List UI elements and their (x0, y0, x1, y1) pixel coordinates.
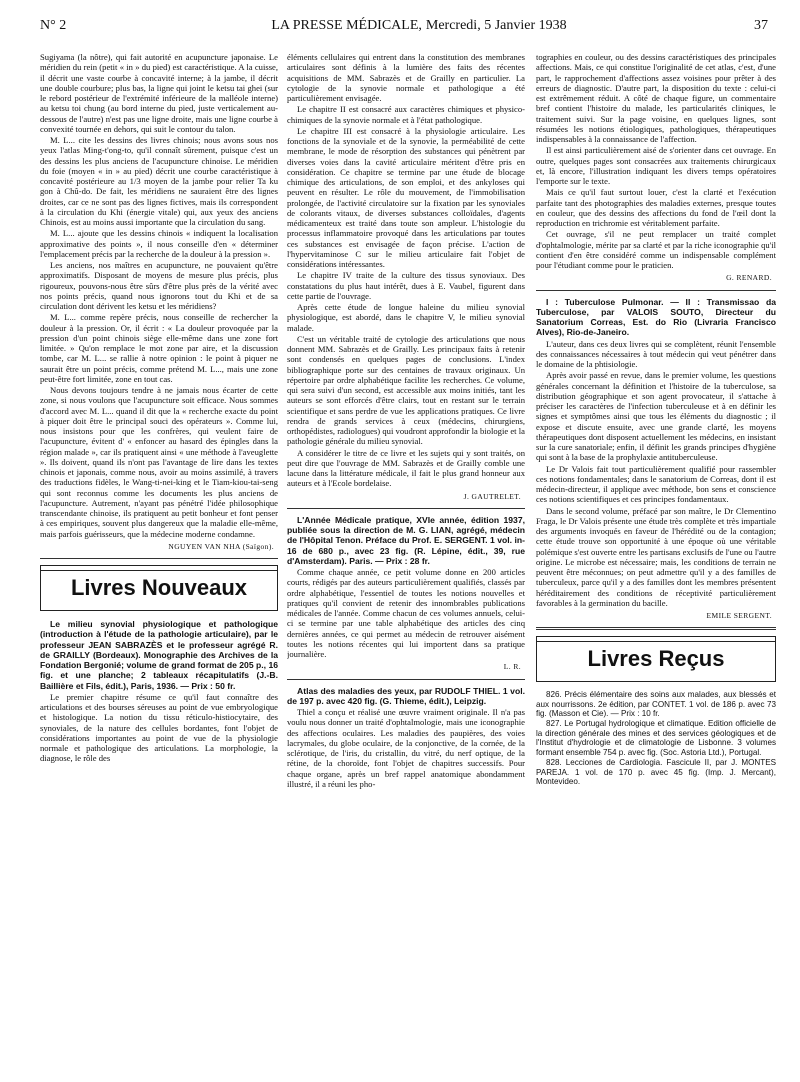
paragraph: Le chapitre III est consacré à la physiologie articulaire. Les fonctions de la synoviale et de la synovie, la perméabilité de cette membrane, le mode de résorption des substances qui pénètrent par diverses voies dans la cavité articulaire méritent d'être pris en considération. Ce chapitre se termine par une étude de blocage chimique des articulations, de son emploi, et des ankyloses qui peuvent en résulter. Le rôle du mouvement, de l'immobilisation prolongée, de l'activité circulatoire sur la fixation par les synoviales de colorants vitaux, de diverses substances colloïdales, d'agents médicamenteux est traité dans toute son ampleur. L'histologie du processus inflammatoire provoqué dans les articulations par toutes ces substances est envisagée de façon précise. L'action de l'hypervitaminose C sur le milieu articulaire fait l'objet de considérations intéressantes. (287, 125, 525, 269)
book-title: L'Année Médicale pratique, XVIe année, édition 1937, publiée sous la direction de M. G. LIAN, agrégé, médecin de l'Hôpital Tenon. Préface du Prof. E. SERGENT. 1 vol. in-16 de 680 p., avec 23 fig. (R. Lépine, édit., 39, rue d'Amsterdam). Paris. — Prix : 28 fr. (287, 514, 525, 566)
review-signature: EMILE SERGENT. (706, 611, 772, 620)
issue-number: N° 2 (40, 18, 67, 33)
paragraph: Après cette étude de longue haleine du milieu synovial physiologique, est abordé, dans le chapitre V, le milieu synovial malade. (287, 302, 525, 333)
book-title: Atlas des maladies des yeux, par RUDOLF THIEL. 1 vol. de 197 p. avec 420 fig. (G. Thieme, édit.), Leipzig. (287, 685, 525, 706)
paragraph: Le premier chapitre résume ce qu'il faut connaître des articulations et des bourses séreuses au point de vue embryologique et histologique. La notion du tissu réticulo-histiocytaire, des synoviales, de la nature des cellules bordantes, font l'objet de considérations importantes au point de vue de la physiologie normale et pathologique des articulations. La morphologie, la diagnose, le rôle des (40, 691, 278, 764)
journal-title-line (110, 18, 728, 34)
page-header (40, 18, 768, 40)
section-heading-livres-recus: Livres Reçus (536, 636, 776, 682)
divider (536, 627, 776, 630)
paragraph: M. L... cite les dessins des livres chinois; nous avons sous nos yeux l'atlas Ming-t'ong-to, qu'il connaît sûrement, puisque c'est un des dessins les plus anciens de l'acupuncture chinoise. Le méridien du foie (moyen « in » au pied) décrit une courbe caractéristique à concavité postérieure au 1/3 moyen de la jambe pour relier Ta ku gon à Chû-do. De fait, les méridiens ne sauraient être des lignes droites, car ce ne sont pas des lignes fictives, mais ils correspondent à la circulation du Khi (énergie vitale) qui, aux yeux des anciens Chinois, est au moins aussi importante que la circulation du sang. (40, 135, 278, 227)
paragraph: Le chapitre IV traite de la culture des tissus synoviaux. Des constatations du plus haut intérêt, dues à E. Vaubel, figurent dans cette partie de l'ouvrage. (287, 270, 525, 301)
paragraph: Il est ainsi particulièrement aisé de s'orienter dans cet ouvrage. En outre, quelques pages sont consacrées aux traitements chirurgicaux et, là encore, l'illustration indiquant les divers temps opératoires l'emporte sur le texte. (536, 145, 776, 186)
paragraph: Comme chaque année, ce petit volume donne en 200 articles courts, rédigés par des auteurs particulièrement qualifiés, classés par ordre alphabétique, l'essentiel de toutes les notions nouvelles et pratiques qu'il convient de retenir des innombrables publications médicales de l'année. Comme chacun de ces volumes annuels, celui-ci se termine par une table alphabétique des articles des cinq dernières années, ce qui permet au médecin de retrouver aisément toutes les notions récentes qui lui importent dans sa pratique journalière. (287, 567, 525, 659)
column-3 (536, 52, 776, 1072)
book-title: Le milieu synovial physiologique et pathologique (introduction à l'étude de la pathologie articulaire), par le professeur JEAN SABRAZÈS et le professeur agrégé R. de GRAILLY (Bordeaux). Monographie des Archives de la Fondation Bergonié; volume de grand format de 205 p., 16 fig. et une planche; 2 tableaux récapitulatifs (J.-B. Baillière et Fils, édit.), Paris, 1936. — Prix : 50 fr. (40, 619, 278, 691)
divider (536, 290, 776, 291)
paragraph: Dans le second volume, préfacé par son maître, le Dr Clementino Fraga, le Dr Valois présente une étude très complète et très impartiale des arguments invoqués en faveur de l'hérédité ou de la contagion; cette étude trouve son opportunité à une époque où une véritable polémique s'est ouverte entre les partisans exclusifs de l'une ou l'autre origine. Le microbe est nécessaire; mais, les conditions de terrain ne peuvent être méconnues; on peut admettre qu'il y a des familles de tuberculeux, parce qu'il y a des familles dont les membres présentent héréditairement des conditions de réceptivité particulièrement favorables à la germination du bacille. (536, 505, 776, 608)
received-book-entry: 827. Le Portugal hydrologique et climatique. Edition officielle de la direction générale des mines et des services géologiques et de l'Institut d'hydrologie et de climatologie de Lisbonne. 3 volumes formant ensemble 754 p. avec fig. (Soc. Astoria Ltd.), Portugal. (536, 719, 776, 757)
column-1 (40, 52, 278, 1072)
book-title: I : Tuberculose Pulmonar. — II : Transmissao da Tuberculose, par VALOIS SOUTO, Directeur du Sanatorium Correas, Est. do Rio (Livraria Francisco Alves), Rio-de-Janeiro. (536, 296, 776, 338)
received-book-entry: 826. Précis élémentaire des soins aux malades, aux blessés et aux nourrissons. 2e édition, par CONTET. 1 vol. de 186 p. avec 73 fig. (Masson et Cie). — Prix : 10 fr. (536, 690, 776, 719)
paragraph: Mais ce qu'il faut surtout louer, c'est la clarté et l'exécution parfaite tant des photographies des maladies externes, presque toutes en couleur, que des dessins des affections du fond de l'œil dont la reproduction en trichromie est véritablement parfaite. (536, 187, 776, 228)
paragraph: Le chapitre II est consacré aux caractères chimiques et physico-chimiques de la synovie normale et à l'état pathologique. (287, 104, 525, 125)
paragraph: L'auteur, dans ces deux livres qui se complètent, réunit l'ensemble des connaissances nécessaires à tout médecin qui veut pénétrer dans le domaine de la phtisiologie. (536, 338, 776, 369)
paragraph: Nous devons toujours tendre à ne jamais nous écarter de cette zone, si nous voulons que l'acupuncture soit efficace. Nous sommes d'accord avec M. L... quand il dit que la « recherche exacte du point à piquer doit être le principal souci des opérateurs ». Comme lui, nous insistons pour que les confrères, qui veulent faire de l'acupuncture, évitent d' « enfoncer au hasard des épingles dans la région malade », car ils pratiquent ainsi « une méthode à l'aveuglette ». Ils doivent, quand ils n'ont pas l'avantage de lire dans les textes chinois et japonais, comme nous, avoir au moins assimilé, à travers des traductions fidèles, le Wang-ti-nei-king et le Tiam-kiou-tai-seng qui sont reconnus comme les documents les plus anciens de l'acupuncture. Autrement, n'ayant pas pénétré l'idée philosophique transcendante chinoise, ils pratiquent au petit bonheur et font penser à ces empiriques, souvent plus dangereux que la maladie elle-même, mais parfois guérisseurs, que la médecine moderne condamne. (40, 385, 278, 539)
journal-name: LA PRESSE MÉDICALE, (271, 18, 422, 33)
paragraph: Sugiyama (la nôtre), qui fait autorité en acupuncture japonaise. Le méridien du rein (petit « in » du pied) est caractéristique. A la cuisse, il décrit une vaste courbe à concavité interne; à la jambe, il décrit une double courbure; plus bas, la ligne qui joint le ketsu tai ghei (sur le rebord postérieur de l'extrémité inférieure de la malléole interne) au ketsu toi chung (au bord interne du pied, juste verticalement au-dessous de l'autre) n'est pas une ligne droite, mais une ligne courbe à convexité tournée en dehors, qui suit le contour du talon. (40, 52, 278, 134)
received-book-entry: 828. Lecciones de Cardiologia. Fascicule II, par J. MONTES PAREJA. 1 vol. de 170 p. avec 45 fig. (Imp. J. Mercant), Montevideo. (536, 758, 776, 786)
paragraph: M. L... ajoute que les dessins chinois « indiquent la localisation approximative des points », il nous conseille d'en « déterminer l'emplacement précis par la recherche de la douleur à la pression ». (40, 228, 278, 259)
paragraph: Les anciens, nos maîtres en acupuncture, ne pouvaient qu'être approximatifs. Disposant de moyens de mesure plus précis, plus rigoureux, pouvons-nous être sûrs d'être plus près de la vérité avec nos points précis, quand nous ignorons tout du Khi et de sa circulation dont dérivent les ketsu et les méridiens? (40, 260, 278, 311)
paragraph: A considérer le titre de ce livre et les sujets qui y sont traités, on peut dire que l'ouvrage de MM. Sabrazès et de Grailly comble une lacune dans la littérature médicale, il fait le plus grand honneur aux auteurs et à l'Ecole bordelaise. (287, 447, 525, 489)
paragraph: M. L... comme repère précis, nous conseille de rechercher la douleur à la pression. Or, il écrit : « La douleur provoquée par la pression d'un point chinois siège elle-même dans une zone fort limitée. » Qu'on remplace le mot zone par aire, et la discussion tombe, car M. L... se rallie à notre opinion : le point à piquer ne saurait être un point précis, comme prétend M. L..., mais une zone peut-être fort limitée, zone en tout cas. (40, 312, 278, 384)
review-signature: G. RENARD. (726, 273, 772, 283)
page-number: 37 (754, 18, 768, 33)
paragraph: Thiel a conçu et réalisé une œuvre vraiment originale. Il n'a pas voulu nous donner un traité d'ophtalmologie, mais une iconographie des affections oculaires. Les maladies des paupières, des voies lacrymales, du globe oculaire, de la conjonctive, de la cornée, de la sclérotique, de l'iris, du cristallin, du vitré, du nerf optique, de la rétine, de la choroïde, font l'objet de chapitres successifs. Pour chaque organe, après un bref rappel anatomique abondamment illustré, il a réuni les pho- (287, 707, 525, 789)
paragraph: Cet ouvrage, s'il ne peut remplacer un traité complet d'ophtalmologie, mérite par sa clarté et par la riche iconographie qu'il contient d'en être considéré comme un indispensable complément pour l'étudiant comme pour le praticien. (536, 229, 776, 270)
review-signature: J. GAUTRELET. (463, 491, 521, 501)
paragraph: Le Dr Valois fait tout particulièrement qualifié pour rassembler ces notions fondamentales; dans le sanatorium de Correas, dont il est médecin-directeur, il applique avec méthode, bon sens et conscience ces notions scientifiques et ces principes fondamentaux. (536, 463, 776, 505)
paragraph: C'est un véritable traité de cytologie des articulations que nous donnent MM. Sabrazès et de Grailly. Les principaux faits à retenir sont condensés en quelques pages de conclusions. L'index bibliographique porte sur des centaines de travaux originaux. Un répertoire par ordre alphabétique facilite les recherches. Ce volume, qui sera suivi d'un second, est accessible aux moins initiés, tant les auteurs se sont efforcés d'être clairs, tout en restant sur le terrain scientifique et sans perdre de vue les applications pratiques. Ce livre rendra de grands services à ceux (médecins, chirurgiens, orthopédistes, radiologues) qui voudront approfondir la biologie et la pathologie générale du milieu synovial. (287, 333, 525, 447)
divider (287, 508, 525, 509)
divider (287, 679, 525, 680)
article-signature: NGUYEN VAN NHA (Saïgon). (168, 541, 274, 551)
divider (40, 558, 278, 559)
issue-date: Mercredi, 5 Janvier 1938 (425, 18, 567, 33)
review-signature: L. R. (503, 662, 521, 672)
paragraph: Après avoir passé en revue, dans le premier volume, les questions générales concernant la définition et l'histoire de la tuberculose, sa distribution géographique et son agent provocateur, il s'attache à préciser les caractères de l'infection tuberculeuse et à en définir les signes et symptômes ainsi que tous les éléments du diagnostic ; il expose et discute ensuite, avec une grande clarté, les moyens thérapeutiques dont disposent actuellement les médecins, en insistant sur la cure sanatoriale; enfin, il définit les grands principes d'hygiène qui sont à la base de la prophylaxie antituberculeuse. (536, 370, 776, 463)
column-2 (287, 52, 525, 1072)
paragraph: éléments cellulaires qui entrent dans la constitution des membranes articulaires sont définis à la lumière des faits des récentes acquisitions de MM. Sabrazès et de Grailly en particulier. La cytologie de la synovie normale et pathologique a été particulièrement envisagée. (287, 52, 525, 103)
section-heading-livres-nouveaux: Livres Nouveaux (40, 565, 278, 611)
paragraph: tographies en couleur, ou des dessins caractéristiques des principales affections. Mais, ce qui constitue l'originalité de cet atlas, c'est, d'une part, le rapprochement d'affections assez voisines pour prêter à des erreurs de diagnostic. D'autre part, la disposition du texte : celui-ci est extrêmement réduit. A côté de chaque figure, un commentaire bref contient l'histoire du malade, les particularités cliniques, le traitement suivi. Sur la page voisine, en quelques lignes, sont résumées les notions étiologiques, pathologiques, thérapeutiques indispensables à la connaissance de l'affection. (536, 52, 776, 144)
